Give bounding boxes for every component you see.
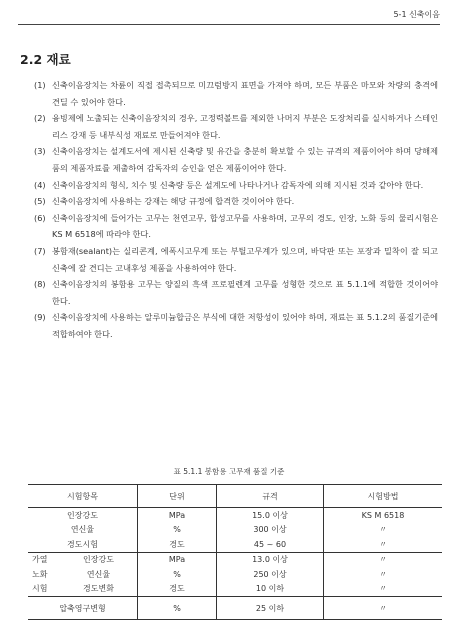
cell-unit: % xyxy=(138,597,217,620)
item-text: 신축이음장치의 봉함용 고무는 양질의 흑색 프로필렌계 고무를 성형한 것으로 표 5.1.1에 적합한 것이어야 한다. xyxy=(52,279,438,306)
item-text: 신축이음장치의 형식, 치수 및 신축량 등은 설계도에 나타나거나 감독자에 의해 지시된 것과 같아야 한다. xyxy=(52,179,424,190)
header-chapter-label: 5-1 신축이음 xyxy=(393,10,440,19)
cell-item: 연신율 xyxy=(86,569,111,579)
item-number: (6) xyxy=(34,212,46,223)
item-number: (1) xyxy=(34,80,46,90)
list-item xyxy=(34,143,438,176)
item-number: (5) xyxy=(34,196,46,207)
table-header-row xyxy=(28,485,442,508)
cell-spec: 13.0 이상 xyxy=(217,552,324,567)
column-header-item: 시험항목 xyxy=(28,485,138,508)
cell-unit: 경도 xyxy=(138,582,217,597)
cell-spec: 250 이상 xyxy=(217,567,324,582)
cell-method: 〃 xyxy=(324,597,443,620)
table-row xyxy=(28,523,442,538)
list-item xyxy=(34,77,438,110)
list-item xyxy=(34,177,438,194)
table-row xyxy=(28,582,442,597)
table-row xyxy=(28,567,442,582)
list-item xyxy=(34,309,438,342)
cell-spec: 300 이상 xyxy=(217,523,324,538)
aging-group-label: 시험 xyxy=(32,584,48,594)
item-text: 신축이음장치에 들어가는 고무는 천연고무, 합성고무를 사용하며, 고무의 경도, 인장, 노화 등의 물리시험은 KS M 6518에 따라야 한다. xyxy=(52,212,438,240)
cell-unit: MPa xyxy=(138,508,217,523)
cell-unit: % xyxy=(138,523,217,538)
cell-spec: 25 이하 xyxy=(217,597,324,620)
cell-unit: MPa xyxy=(138,552,217,567)
item-text: 신축이음장치에 사용하는 강재는 해당 규정에 합격한 것이어야 한다. xyxy=(52,196,295,207)
requirements-list xyxy=(34,77,438,343)
cell-item: 경도변화 xyxy=(83,584,114,594)
cell-item: 인장강도 xyxy=(60,552,138,567)
cell-method: 〃 xyxy=(324,582,443,597)
item-number: (3) xyxy=(34,146,46,157)
cell-method: KS M 6518 xyxy=(324,508,443,523)
item-text: 신축이음장치는 차륜이 직접 접촉되므로 미끄럼방지 표면을 가져야 하며, 모든 부품은 마모와 차량의 충격에 견딜 수 있어야 한다. xyxy=(52,80,438,107)
table-row xyxy=(28,508,442,523)
table-caption: 표 5.1.1 봉함용 고무재 품질 기준 xyxy=(173,467,285,476)
list-item xyxy=(34,110,438,143)
page-header xyxy=(18,10,440,25)
cell-method: 〃 xyxy=(324,552,443,567)
list-item xyxy=(34,243,438,276)
item-number: (9) xyxy=(34,312,46,323)
item-text: 융빙제에 노출되는 신축이음장치의 경우, 고정력볼트를 제외한 나머지 부분은 도장처리를 실시하거나 스테인리스 강재 등 내부식성 재료로 만들어져야 한다. xyxy=(52,113,438,140)
list-item xyxy=(34,193,438,210)
item-number: (2) xyxy=(34,113,46,124)
cell-unit: % xyxy=(138,567,217,582)
cell-item: 압축영구변형 xyxy=(28,597,138,620)
cell-unit: 경도 xyxy=(138,537,217,552)
cell-item: 인장강도 xyxy=(67,510,98,520)
section-title: 2.2 재료 xyxy=(20,52,71,67)
column-header-spec: 규격 xyxy=(217,485,324,508)
cell-spec: 45 ~ 60 xyxy=(217,537,324,552)
table-row xyxy=(28,552,442,567)
item-number: (4) xyxy=(34,179,46,190)
aging-group-label: 가열 xyxy=(28,552,60,567)
cell-spec: 10 이하 xyxy=(217,582,324,597)
table-row xyxy=(28,597,442,620)
item-text: 신축이음장치는 설계도서에 제시된 신축량 및 유간을 충분히 확보할 수 있는 규격의 제품이어야 하며 당해제품의 제품자료를 제출하여 감독자의 승인을 얻은 제품이어야 한다. xyxy=(52,146,438,173)
column-header-unit: 단위 xyxy=(138,485,217,508)
cell-method: 〃 xyxy=(324,567,443,582)
cell-spec: 15.0 이상 xyxy=(217,508,324,523)
item-number: (8) xyxy=(34,279,46,290)
aging-group-label: 노화 xyxy=(32,569,48,579)
cell-item: 연신율 xyxy=(70,525,95,535)
column-header-method: 시험방법 xyxy=(324,485,443,508)
list-item xyxy=(34,210,438,243)
item-text: 봉함재(sealant)는 실리콘계, 에폭시고무계 또는 부틸고무계가 있으며, 바닥판 또는 포장과 밀착이 잘 되고 신축에 잘 견디는 고내후성 제품을 사용하여야 한다. xyxy=(52,245,438,273)
list-item xyxy=(34,276,438,309)
cell-item: 경도시험 xyxy=(67,539,98,549)
table-row xyxy=(28,537,442,552)
item-number: (7) xyxy=(34,245,46,256)
cell-method: 〃 xyxy=(324,523,443,538)
item-text: 신축이음장치에 사용하는 알루미늄합금은 부식에 대한 저항성이 있어야 하며, 재료는 표 5.1.2의 품질기준에 적합하여야 한다. xyxy=(52,312,438,339)
quality-standard-table xyxy=(28,484,442,620)
cell-method: 〃 xyxy=(324,537,443,552)
